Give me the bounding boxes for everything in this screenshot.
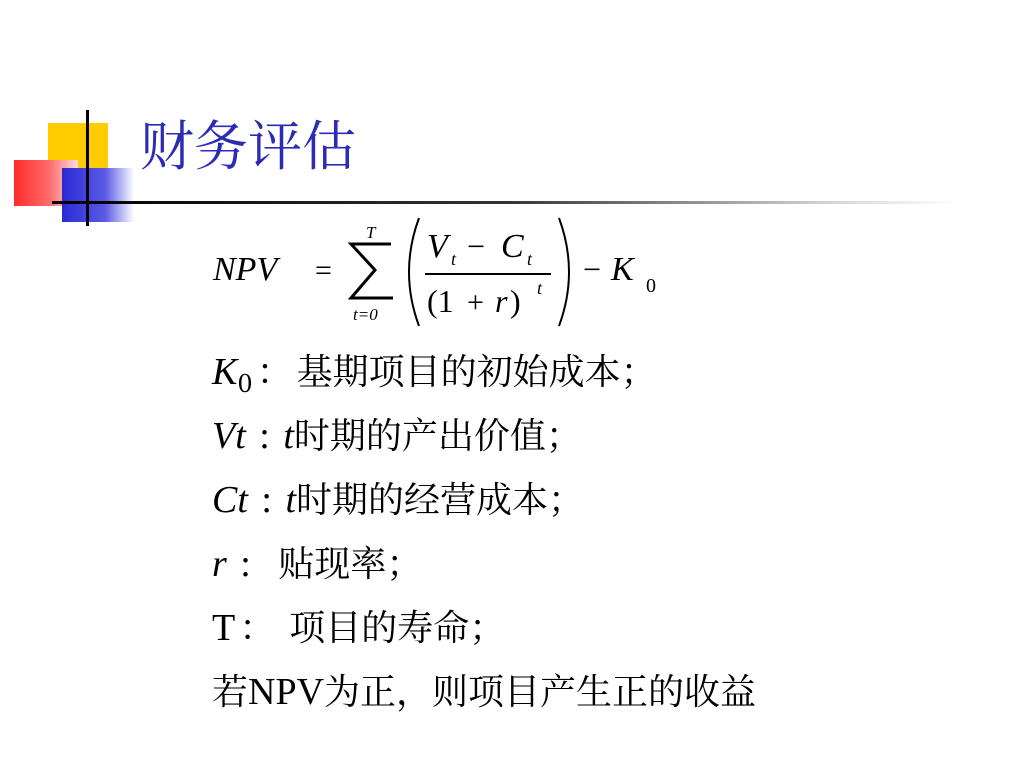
numerator-v: V [427,228,448,265]
definition-text: 项目的寿命； [289,608,506,649]
definition-symbol: Ct [212,479,248,521]
slide-title: 财务评估 [140,115,356,178]
rhs-minus: − [583,251,602,287]
conclusion-npv: NPV [248,671,325,713]
denominator-close: ) [510,283,521,319]
denominator-open: (1 [427,283,454,319]
definition-ct [212,468,1012,532]
denominator-r: r [495,283,508,319]
definition-t [212,596,1012,660]
definition-symbol: Vt [212,415,246,457]
definition-prefix: t [285,479,297,521]
definition-prefix: t [283,415,294,457]
definition-symbol: K [212,351,238,393]
right-paren [559,218,569,326]
definition-separator: ： [256,352,293,393]
definition-vt [212,404,1012,468]
definition-r [212,532,1012,596]
definition-symbol: T [212,607,236,649]
rhs-k-sub: 0 [646,275,656,297]
formula-lhs: NPV [213,251,278,288]
definition-text: 基期项目的初始成本； [296,352,657,393]
definition-k0 [212,340,1012,404]
npv-formula [205,212,675,337]
conclusion-post: 为正，则项目产生正的收益 [324,672,757,713]
definition-separator: : [230,543,261,585]
definition-separator: : [249,415,280,457]
definition-separator: : [251,479,282,521]
decor-vertical-line [86,110,89,226]
numerator-minus: − [467,228,486,264]
conclusion-line [212,660,1012,724]
numerator-c-sub: t [527,249,533,269]
definition-text: 时期的产出价值； [293,416,582,457]
sum-upper-limit: T [366,223,376,242]
sum-symbol [351,244,393,298]
title-underline [52,201,960,204]
denominator-plus: + [467,286,484,319]
rhs-k: K [611,251,634,288]
numerator-v-sub: t [451,249,457,269]
denominator-exponent: t [537,278,543,298]
definition-text: 贴现率； [278,544,423,585]
definition-symbol-sub: 0 [237,370,253,398]
decor-blue-square [62,168,134,222]
definition-separator: ： [239,608,276,649]
definitions-list [212,340,1012,724]
conclusion-pre: 若 [212,672,249,713]
definition-symbol: r [212,543,227,585]
npv-formula-svg [205,212,675,337]
left-paren [409,218,419,326]
formula-equals: = [315,254,332,287]
numerator-c: C [501,228,524,265]
sum-lower-limit: t=0 [353,305,378,324]
definition-text: 时期的经营成本； [296,480,585,521]
